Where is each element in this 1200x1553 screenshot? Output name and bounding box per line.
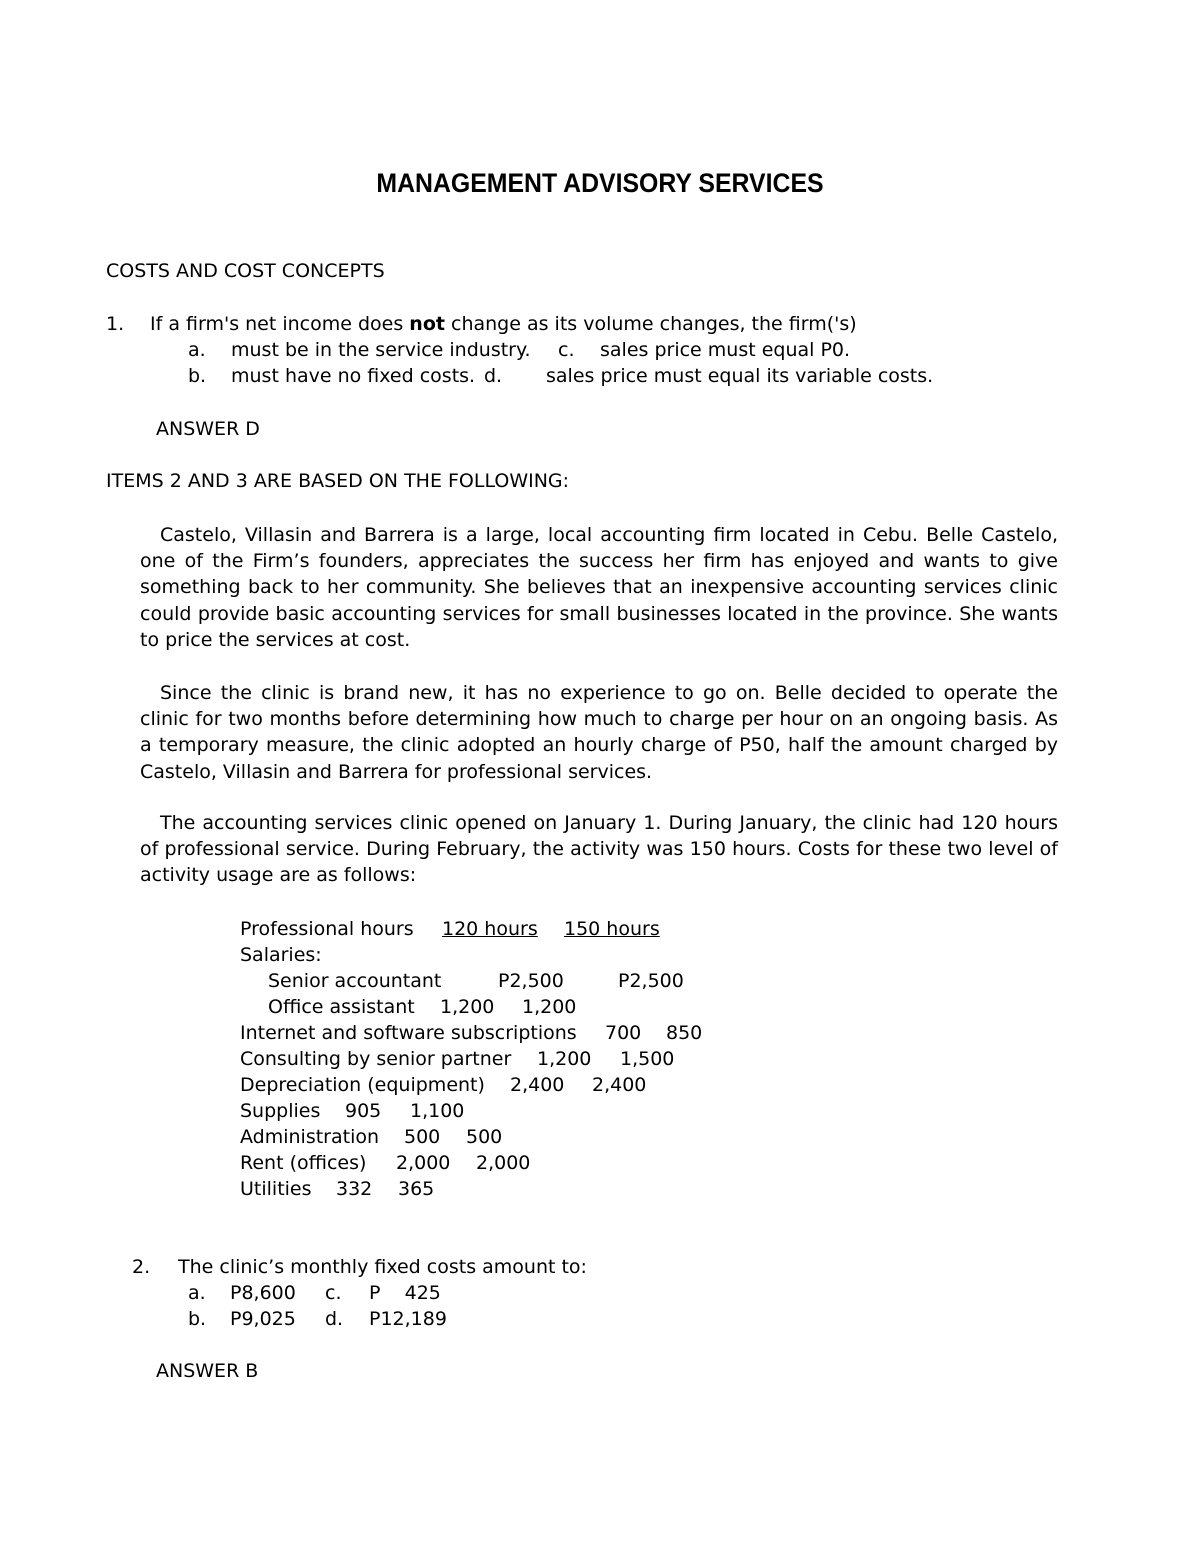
cost-row-value-feb: 1,200 (522, 996, 577, 1018)
document-title: MANAGEMENT ADVISORY SERVICES (376, 168, 824, 198)
cost-row-value-feb: 2,000 (476, 1152, 531, 1174)
cost-table-header-col2: 150 hours (564, 918, 660, 940)
cost-row-label: Utilities (240, 1178, 312, 1200)
q2-option-a-letter: a. (188, 1282, 206, 1304)
cost-row-value-jan: 500 (404, 1126, 441, 1148)
cost-row-label: Supplies (240, 1100, 321, 1122)
q2-number: 2. (132, 1256, 151, 1278)
cost-row-value-feb: 850 (666, 1022, 703, 1044)
cost-row-value-jan: 332 (336, 1178, 373, 1200)
q1-option-c: sales price must equal P0. (600, 339, 851, 361)
q2-stem: The clinic’s monthly fixed costs amount to: (178, 1256, 587, 1278)
paragraph-3: The accounting services clinic opened on January 1. During January, the clinic had 120 hours of professional service. During February, the activity was 150 hours. Costs for these two level of activity usage are as follows: (140, 812, 1058, 887)
q2-option-c-letter: c. (325, 1282, 342, 1304)
cost-table-header-col1: 120 hours (442, 918, 538, 940)
cost-row-value-jan: 2,000 (396, 1152, 451, 1174)
q1-option-b: must have no fixed costs. (231, 365, 476, 387)
cost-row-label: Consulting by senior partner (240, 1048, 512, 1070)
cost-row-value-feb: 1,100 (410, 1100, 465, 1122)
q1-stem-emphasis: not (409, 313, 445, 335)
q2-option-d-letter: d. (325, 1308, 344, 1330)
paragraph-2: Since the clinic is brand new, it has no experience to go on. Belle decided to operate the clinic for two months before determining how much to charge per hour on an ongoing basis. As a temporary measure, the clinic adopted an hourly charge of P50, half the amount charged by Castelo, Villasin and Barrera for professional services. (140, 682, 1058, 783)
cost-row-value-feb: 365 (398, 1178, 435, 1200)
cost-row-value-jan: 905 (345, 1100, 382, 1122)
cost-row-value-feb: 2,400 (592, 1074, 647, 1096)
q2-option-b: P9,025 (230, 1308, 296, 1330)
cost-row-label: Administration (240, 1126, 380, 1148)
q1-option-d: sales price must equal its variable costs. (546, 365, 934, 387)
cost-row-value-jan: 700 (605, 1022, 642, 1044)
cost-row-value-jan: 2,400 (510, 1074, 565, 1096)
cost-table-salaries-label: Salaries: (240, 944, 322, 966)
cost-row-value-feb: 500 (466, 1126, 503, 1148)
q1-option-c-letter: c. (558, 339, 575, 361)
q1-option-b-letter: b. (188, 365, 207, 387)
section-heading: COSTS AND COST CONCEPTS (106, 260, 385, 282)
q2-option-a: P8,600 (230, 1282, 296, 1304)
paragraph-1: Castelo, Villasin and Barrera is a large, local accounting firm located in Cebu. Belle Castelo, one of the Firm’s founders, appreciates the success her firm has enjoyed and wants to give something back to her community. She believes that an inexpensive accounting services clinic could provide basic accounting services for small businesses located in the province. She wants to price the services at cost. (140, 524, 1058, 651)
q1-stem: If a firm's net income does not change as its volume changes, the firm('s) (150, 313, 857, 335)
q2-option-d: P12,189 (369, 1308, 447, 1330)
q1-answer: ANSWER D (156, 418, 260, 440)
cost-table-header-label: Professional hours (240, 918, 414, 940)
cost-row-label: Rent (offices) (240, 1152, 367, 1174)
q2-option-b-letter: b. (188, 1308, 207, 1330)
cost-row-label: Internet and software subscriptions (240, 1022, 577, 1044)
cost-row-label: Office assistant (268, 996, 415, 1018)
cost-row-value-jan: P2,500 (498, 970, 564, 992)
q1-number: 1. (106, 313, 125, 335)
cost-row-value-jan: 1,200 (440, 996, 495, 1018)
cost-row-value-jan: 1,200 (537, 1048, 592, 1070)
cost-row-label: Depreciation (equipment) (240, 1074, 485, 1096)
cost-row-value-feb: 1,500 (620, 1048, 675, 1070)
q1-option-a-letter: a. (188, 339, 206, 361)
cost-row-value-feb: P2,500 (618, 970, 684, 992)
q1-option-a: must be in the service industry. (231, 339, 531, 361)
q1-option-d-letter: d. (484, 365, 503, 387)
cost-row-label: Senior accountant (268, 970, 442, 992)
q2-option-c: P 425 (369, 1282, 441, 1304)
items-header: ITEMS 2 AND 3 ARE BASED ON THE FOLLOWING: (106, 470, 570, 492)
q2-answer: ANSWER B (156, 1360, 259, 1382)
